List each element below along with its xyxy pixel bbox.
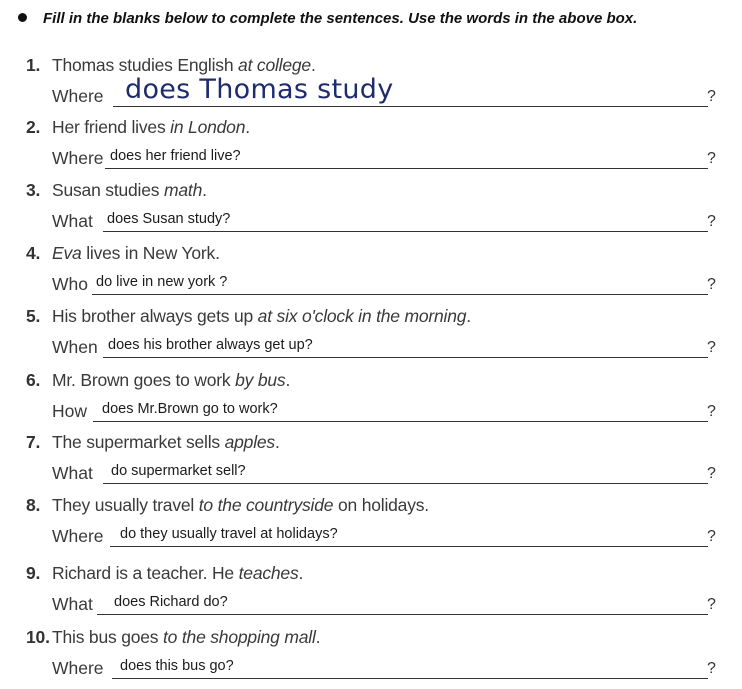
- item-number: 8.: [26, 495, 41, 515]
- statement-text: Susan studies: [52, 180, 164, 200]
- statement-text: Thomas studies English: [52, 55, 239, 75]
- question-mark: ?: [707, 660, 716, 677]
- question-word: What: [52, 463, 93, 483]
- question-word: Who: [52, 274, 88, 294]
- question-mark: ?: [707, 528, 716, 545]
- statement-text: .: [274, 432, 280, 452]
- statement-focus-text: to the countryside: [198, 495, 334, 515]
- answer-text[interactable]: do they usually travel at holidays?: [120, 526, 338, 542]
- answer-text[interactable]: does Mr.Brown go to work?: [102, 401, 278, 417]
- question-mark: ?: [707, 403, 716, 420]
- statement-text: lives in New York.: [81, 243, 220, 263]
- statement-focus-text: Eva: [52, 243, 82, 263]
- statement: [26, 370, 290, 391]
- statement-focus-text: at college: [238, 55, 311, 75]
- question-word: How: [52, 401, 88, 421]
- statement: [26, 55, 316, 76]
- statement-focus-text: teaches: [238, 563, 299, 583]
- question-mark: ?: [707, 88, 716, 105]
- question-item: [0, 432, 742, 494]
- question-word: Where: [52, 148, 104, 168]
- answer-text[interactable]: does this bus go?: [120, 658, 234, 674]
- statement-text: .: [298, 563, 304, 583]
- answer-blank-line: [103, 231, 708, 232]
- statement-focus-text: in London: [170, 117, 246, 137]
- question-item: [0, 627, 742, 689]
- statement-text: .: [245, 117, 250, 137]
- question-word: What: [52, 594, 93, 614]
- question-item: [0, 563, 742, 625]
- question-word: When: [52, 337, 98, 357]
- answer-blank-line: [110, 546, 708, 547]
- statement: [26, 117, 250, 138]
- item-number: 7.: [26, 432, 41, 452]
- question-mark: ?: [707, 339, 716, 356]
- item-number: 10.: [26, 627, 50, 647]
- statement-text: .: [310, 55, 316, 75]
- statement-text: The supermarket sells: [52, 432, 225, 452]
- answer-blank-line: [92, 294, 708, 295]
- question-item: [0, 495, 742, 557]
- statement-text: Her friend lives: [52, 117, 171, 137]
- question-item: [0, 117, 742, 179]
- instruction-text: Fill in the blanks below to complete the sentences. Use the words in the above box.: [43, 10, 638, 27]
- statement-text: His brother always gets up: [52, 306, 258, 326]
- statement-text: This bus goes: [52, 627, 164, 647]
- answer-text[interactable]: does his brother always get up?: [108, 337, 313, 353]
- answer-blank-line: [103, 357, 708, 358]
- statement-text: Mr. Brown goes to work: [52, 370, 236, 390]
- item-number: 3.: [26, 180, 41, 200]
- statement-focus-text: to the shopping mall: [163, 627, 316, 647]
- statement: [26, 432, 280, 453]
- statement: [26, 627, 320, 648]
- statement-text: They usually travel: [52, 495, 199, 515]
- statement-focus-text: apples: [224, 432, 275, 452]
- answer-blank-line: [112, 678, 708, 679]
- answer-blank-line: [97, 614, 708, 615]
- statement-text: on holidays.: [333, 495, 429, 515]
- answer-text[interactable]: do live in new york ?: [96, 274, 228, 290]
- question-item: [0, 370, 742, 432]
- statement-focus-text: at six o'clock in the morning: [257, 306, 467, 326]
- question-item: [0, 180, 742, 242]
- statement: [26, 243, 220, 264]
- question-word: Where: [52, 526, 104, 546]
- question-item: [0, 306, 742, 368]
- statement: [26, 563, 303, 584]
- statement-text: Richard is a teacher. He: [52, 563, 239, 583]
- answer-blank-line: [105, 168, 708, 169]
- answer-text[interactable]: does Richard do?: [114, 594, 228, 610]
- answer-blank-line: [103, 483, 708, 484]
- item-number: 9.: [26, 563, 41, 583]
- question-mark: ?: [707, 213, 716, 230]
- answer-text[interactable]: does her friend live?: [110, 148, 241, 164]
- statement: [26, 180, 207, 201]
- answer-blank-line: [93, 421, 708, 422]
- statement-text: .: [466, 306, 471, 326]
- question-item: [0, 243, 742, 305]
- statement-text: .: [315, 627, 321, 647]
- answer-text[interactable]: do supermarket sell?: [111, 463, 246, 479]
- question-mark: ?: [707, 150, 716, 167]
- question-word: What: [52, 211, 93, 231]
- statement-text: .: [202, 180, 207, 200]
- question-word: Where: [52, 86, 104, 106]
- answer-blank-line: [113, 106, 708, 107]
- statement-focus-text: math: [164, 180, 203, 200]
- question-item: [0, 55, 742, 117]
- item-number: 2.: [26, 117, 41, 137]
- statement-focus-text: by bus: [235, 370, 286, 390]
- statement-text: .: [285, 370, 291, 390]
- instruction-line: [18, 10, 637, 27]
- item-number: 5.: [26, 306, 41, 326]
- bullet-icon: [18, 13, 27, 22]
- statement: [26, 306, 471, 327]
- answer-text[interactable]: does Susan study?: [107, 211, 231, 227]
- item-number: 6.: [26, 370, 41, 390]
- question-word: Where: [52, 658, 104, 678]
- answer-text[interactable]: does Thomas study: [125, 74, 394, 105]
- question-mark: ?: [707, 596, 716, 613]
- question-mark: ?: [707, 276, 716, 293]
- item-number: 4.: [26, 243, 41, 263]
- item-number: 1.: [26, 55, 41, 75]
- question-mark: ?: [707, 465, 716, 482]
- statement: [26, 495, 429, 516]
